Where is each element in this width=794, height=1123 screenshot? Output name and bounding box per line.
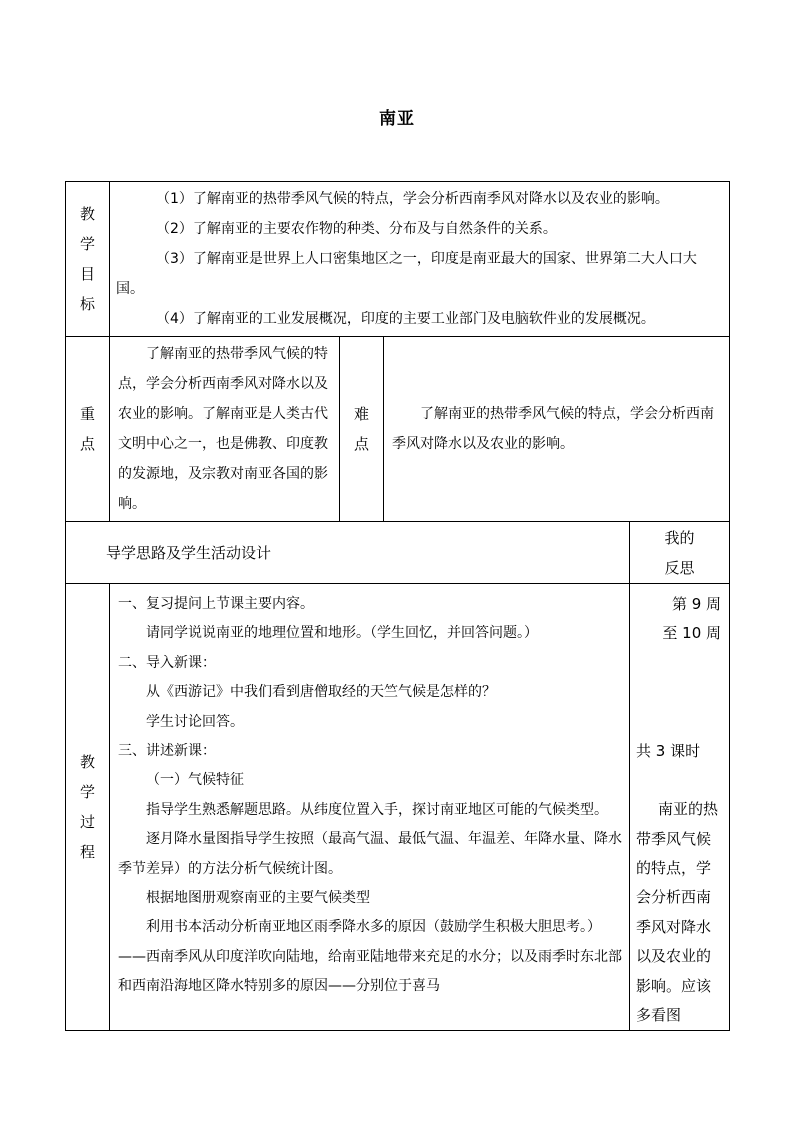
process-line: 三、讲述新课： (118, 743, 216, 760)
goals-content (110, 182, 730, 337)
difficulty-content: 了解南亚的热带季风气候的特点，学会分析西南季风对降水以及农业的影响。 (384, 337, 730, 522)
goal-item: （3）了解南亚是世界上人口密集地区之一，印度是南亚最大的国家、世界第二大人口大国。 (116, 251, 697, 297)
process-label: 教 学 过 程 (66, 584, 110, 1031)
process-line: 根据地图册观察南亚的主要气候类型 (146, 890, 370, 907)
process-line: 从《西游记》中我们看到唐僧取经的天竺气候是怎样的？ (146, 684, 496, 701)
reflection-content (630, 584, 730, 1031)
process-line: 指导学生熟悉解题思路。从纬度位置入手，探讨南亚地区可能的气候类型。 (146, 801, 608, 818)
guide-header: 导学思路及学生活动设计 (66, 522, 630, 584)
goals-label: 教 学 目 标 (66, 182, 110, 337)
class-hours: 共 3 课时 (636, 741, 701, 760)
key-points: 了解南亚的热带季风气候的特点，学会分析西南季风对降水以及农业的影响。了解南亚是人类古代文明中心之一，也是佛教、印度教的发源地，及宗教对南亚各国的影响。 (110, 337, 340, 522)
process-line: 二、导入新课： (118, 654, 216, 671)
process-line: 一、复习提问上节课主要内容。 (118, 596, 314, 612)
goal-item: （4）了解南亚的工业发展概况，印度的主要工业部门及电脑软件业的发展概况。 (156, 311, 655, 327)
page-title: 南亚 (379, 109, 415, 129)
goal-item: （1）了解南亚的热带季风气候的特点，学会分析西南季风对降水以及农业的影响。 (156, 191, 669, 207)
process-row (66, 584, 730, 1031)
process-line: 请同学说说南亚的地理位置和地形。（学生回忆，并回答问题。） (146, 625, 538, 642)
goals-row (66, 182, 730, 337)
goal-item: （2）了解南亚的主要农作物的种类、分布及与自然条件的关系。 (156, 221, 557, 237)
key-label: 重 点 (66, 337, 110, 522)
reflection-note: 南亚的热带季风气候的特点，学会分析西南季风对降水以及农业的影响。应该多看图 (636, 800, 719, 1025)
week-start: 第 9 周 (671, 595, 722, 613)
process-content (110, 584, 630, 1031)
lesson-plan-table (65, 181, 730, 1031)
process-line: 利用书本活动分析南亚地区雨季降水多的原因（鼓励学生积极大胆思考。）——西南季风从印度洋吹向陆地，给南亚陆地带来充足的水分；以及雨季时东北部和西南沿海地区降水特别多的原因——分别位于喜马 (118, 919, 622, 995)
reflection-header: 我的 反思 (630, 522, 730, 584)
week-end: 至 10 周 (662, 624, 722, 643)
key-row (66, 337, 730, 522)
process-line: （一）气候特征 (146, 772, 244, 789)
difficulty-label: 难 点 (340, 337, 384, 522)
guide-header-row (66, 522, 730, 584)
process-line: 逐月降水量图指导学生按照（最高气温、最低气温、年温差、年降水量、降水季节差异）的方法分析气候统计图。 (118, 831, 622, 877)
process-line: 学生讨论回答。 (146, 713, 244, 730)
